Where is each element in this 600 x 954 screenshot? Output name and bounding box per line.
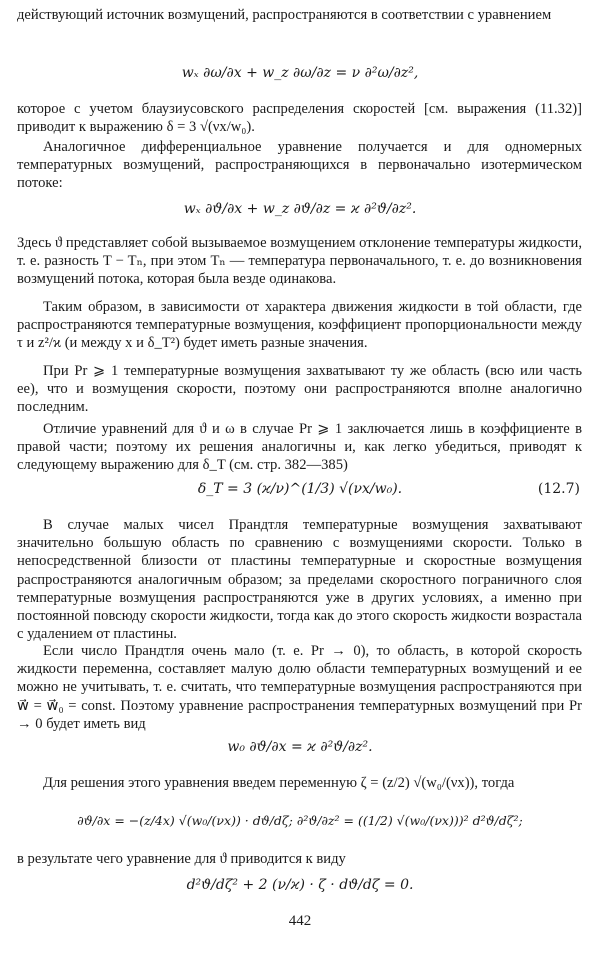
paragraph-2: которое с учетом блаузиусовского распределения скоростей [см. выражения (11.32)] приводит к выражению δ = 3 √(νx/w₀). <box>17 101 582 136</box>
paragraph-7: Отличие уравнений для ϑ и ω в случае Pr ⩾ 1 заключается лишь в коэффициенте в правой части; поэтому их решения аналогичны и, как легко убедиться, приводят к следующему выражению для δ_T (см. стр. 382—385) <box>17 421 582 474</box>
paragraph-1: действующий источник возмущений, распространяются в соответствии с уравнением <box>17 7 552 23</box>
paragraph-8: В случае малых чисел Прандтля температурные возмущения захватывают значительно большую область по сравнению с возмущениями скорости. Только в непосредственной близости от пластины температурные и скоростные возмущения распространяются аналогичным образом; за пределами скоростного пограничного слоя температурные возмущения распространяются уже в других условиях, а именно при постоянной повсюду скорости жидкости, тогда как до этого скорость жидкости возрастала с удалением от пластины. <box>17 517 582 643</box>
paragraph-4: Здесь ϑ представляет собой вызываемое возмущением отклонение температуры жидкости, т. е. разность T − Tₙ, при этом Tₙ — температура первоначального, т. е. до возникновения возмущений потока, которая была везде одинакова. <box>17 235 582 288</box>
equation-number: (12.7) <box>537 481 580 497</box>
paragraph-6: При Pr ⩾ 1 температурные возмущения захватывают ту же область (всю или часть ее), что и возмущения скорости, поэтому они распространяются вполне аналогично последним. <box>17 363 582 416</box>
paragraph-5: Таким образом, в зависимости от характера движения жидкости в той области, где распространяются температурные возмущения, коэффициент пропорциональности между τ и z²/ϰ (и между x и δ_T²) будет иметь разные значения. <box>17 299 582 352</box>
equation-final: d²ϑ/dζ² + 2 (ν/ϰ) · ζ · dϑ/dζ = 0. <box>186 877 414 893</box>
equation-derivatives: ∂ϑ/∂x = −(z/4x) √(w₀/(νx)) · dϑ/dζ; ∂²ϑ/∂z² = ((1/2) √(w₀/(νx)))² d²ϑ/dζ²; <box>77 813 523 828</box>
equation-vorticity: wₓ ∂ω/∂x + w_z ∂ω/∂z = ν ∂²ω/∂z², <box>181 65 419 81</box>
paragraph-3: Аналогичное дифференциальное уравнение получается и для одномерных температурных возмущений, распространяющихся в первоначально изотермическом потоке: <box>17 139 582 192</box>
equation-12-7-body: δ_T = 3 (ϰ/ν)^(1/3) √(νx/w₀). <box>197 481 403 497</box>
page-number: 442 <box>288 913 312 929</box>
paragraph-9: Если число Прандтля очень мало (т. е. Pr → 0), то область, в которой скорость жидкости переменна, составляет малую долю области температурных возмущений и ее можно не учитывать, т. е. считать, что температурные возмущения распространяются при w⃗ = w⃗₀ = const. Поэтому уравнение распространения температурных возмущений при Pr → 0 будет иметь вид <box>17 643 582 732</box>
equation-small-prandtl: w₀ ∂ϑ/∂x = ϰ ∂²ϑ/∂z². <box>227 739 373 755</box>
paragraph-11: в результате чего уравнение для ϑ приводится к виду <box>17 851 346 867</box>
equation-temperature: wₓ ∂ϑ/∂x + w_z ∂ϑ/∂z = ϰ ∂²ϑ/∂z². <box>183 201 417 217</box>
equation-12-7 <box>0 480 600 498</box>
paragraph-10: Для решения этого уравнения введем переменную ζ = (z/2) √(w₀/(νx)), тогда <box>43 775 515 791</box>
